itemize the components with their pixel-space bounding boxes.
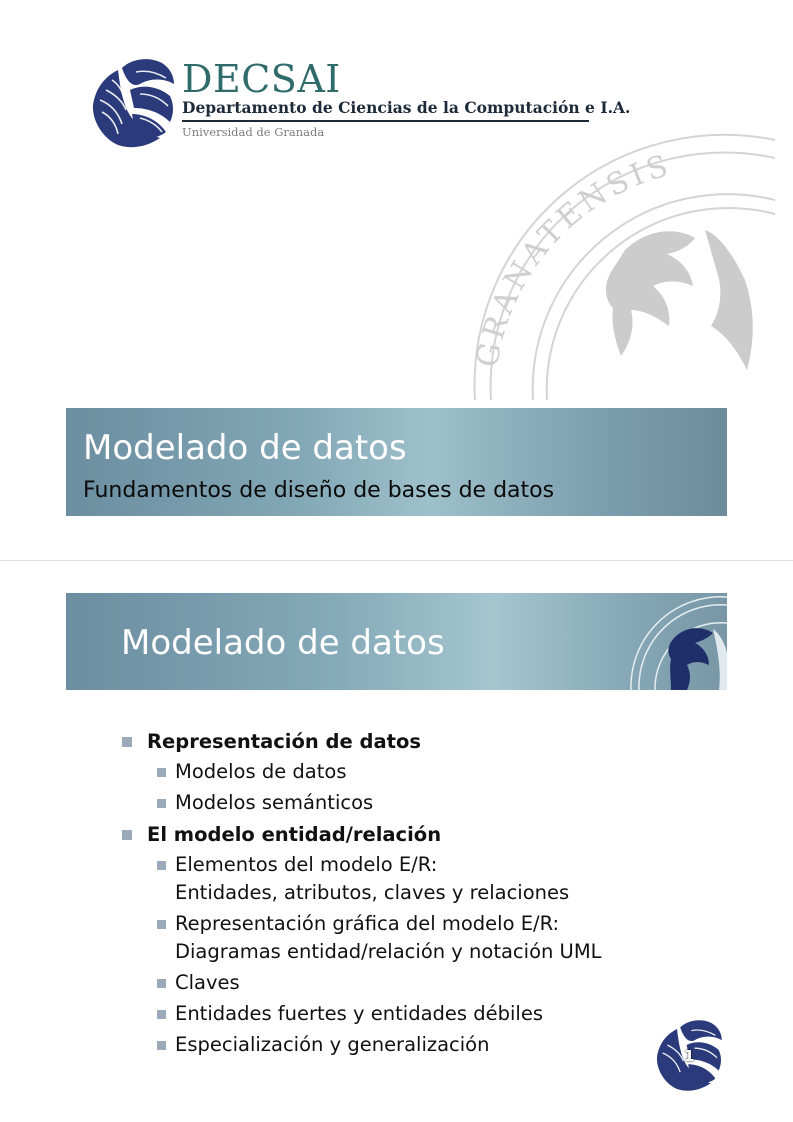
bullet-square-icon <box>157 1041 166 1050</box>
brand-department: Departamento de Ciencias de la Computación e I.A. <box>182 98 631 117</box>
list-item: Representación de datos <box>120 727 680 756</box>
bullet-square-icon <box>157 768 166 777</box>
list-item: Modelos semánticos <box>120 789 680 817</box>
header-band <box>66 593 727 690</box>
title-slide <box>0 0 793 560</box>
slide-heading: Modelado de datos <box>121 623 445 663</box>
list-item: Modelos de datos <box>120 758 680 786</box>
list-item: Claves <box>120 969 680 997</box>
bullet-list <box>120 727 680 1062</box>
content-slide <box>0 561 793 1122</box>
bullet-square-icon <box>157 920 166 929</box>
list-item: Elementos del modelo E/R: Entidades, atributos, claves y relaciones <box>120 851 680 907</box>
bullet-square-icon <box>157 1010 166 1019</box>
decsai-emblem-icon <box>88 50 178 150</box>
bullet-square-icon <box>122 737 132 747</box>
bullet-square-icon <box>122 830 132 840</box>
slide-subtitle: Fundamentos de diseño de bases de datos <box>83 478 555 503</box>
seal-text: GRANATENSIS <box>469 147 676 371</box>
bullet-square-icon <box>157 979 166 988</box>
page-number: 1 <box>684 1047 695 1065</box>
brand-rule-divider <box>182 120 589 122</box>
university-seal-small-icon <box>627 593 727 690</box>
list-item: Entidades fuertes y entidades débiles <box>120 1000 680 1028</box>
bullet-square-icon <box>157 799 166 808</box>
slide-title: Modelado de datos <box>83 428 407 468</box>
title-band <box>66 408 727 516</box>
list-item: Especialización y generalización <box>120 1031 680 1059</box>
list-item: El modelo entidad/relación <box>120 820 680 849</box>
university-seal-watermark-icon <box>455 130 775 400</box>
bullet-square-icon <box>157 861 166 870</box>
list-item: Representación gráfica del modelo E/R: Diagramas entidad/relación y notación UML <box>120 910 680 966</box>
brand-university: Universidad de Granada <box>182 125 325 139</box>
brand-name: DECSAI <box>182 57 341 101</box>
